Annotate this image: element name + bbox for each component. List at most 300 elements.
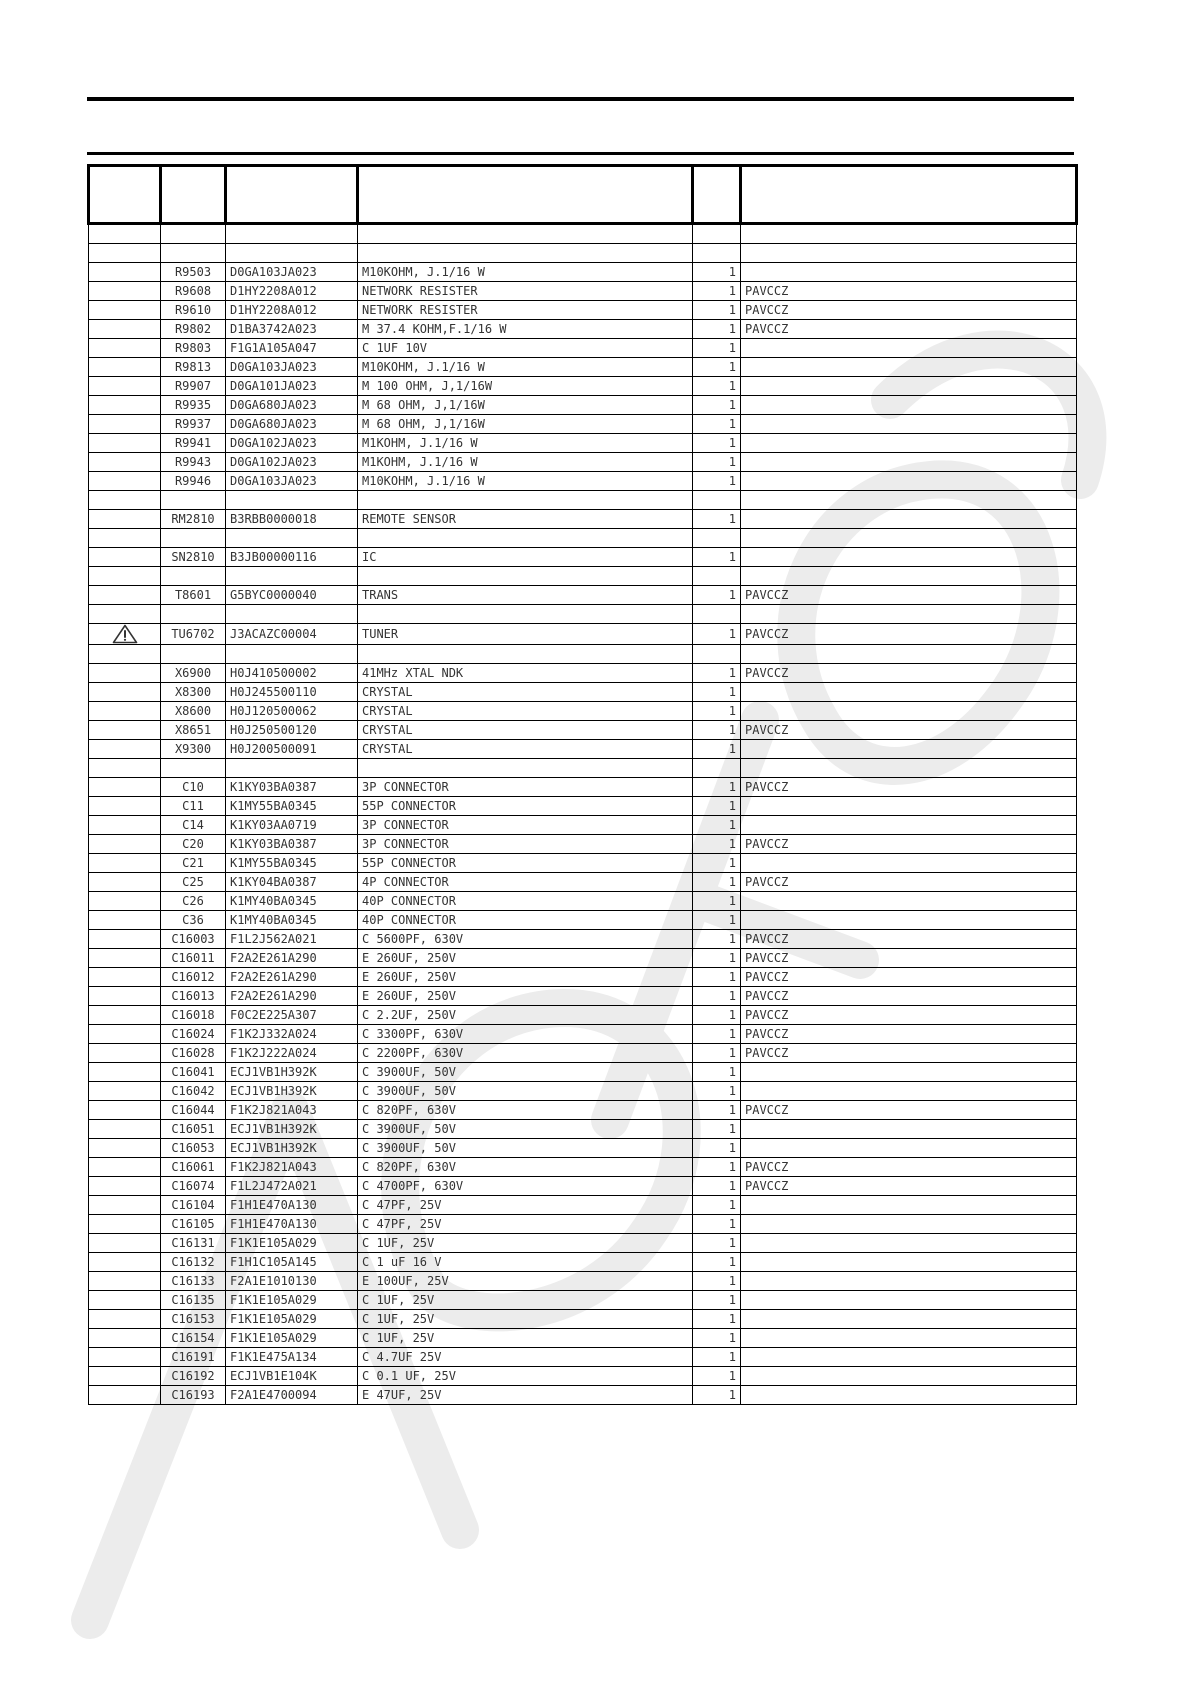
remarks-cell: PAVCCZ: [741, 778, 1077, 797]
table-row: [89, 301, 1077, 320]
ref-no-cell: X8600: [161, 702, 226, 721]
safety-mark-cell: [89, 740, 161, 759]
quantity-cell: 1: [693, 1291, 741, 1310]
remarks-cell: PAVCCZ: [741, 873, 1077, 892]
part-no-cell: F1K1E475A134: [226, 1348, 358, 1367]
quantity-cell: 1: [693, 740, 741, 759]
part-no-cell: D1HY2208A012: [226, 301, 358, 320]
description-cell: [358, 567, 693, 586]
remarks-cell: PAVCCZ: [741, 586, 1077, 605]
part-no-cell: D0GA680JA023: [226, 396, 358, 415]
quantity-cell: 1: [693, 892, 741, 911]
part-no-cell: [226, 244, 358, 263]
table-row: [89, 1291, 1077, 1310]
description-cell: 4P CONNECTOR: [358, 873, 693, 892]
table-row: [89, 244, 1077, 263]
description-cell: C 5600PF, 630V: [358, 930, 693, 949]
table-row: [89, 854, 1077, 873]
quantity-cell: [693, 567, 741, 586]
part-no-cell: F1K1E105A029: [226, 1234, 358, 1253]
quantity-cell: 1: [693, 1025, 741, 1044]
ref-no-cell: C16042: [161, 1082, 226, 1101]
description-cell: M 68 OHM, J,1/16W: [358, 415, 693, 434]
safety-mark-cell: [89, 721, 161, 740]
ref-no-cell: C16191: [161, 1348, 226, 1367]
quantity-cell: 1: [693, 358, 741, 377]
remarks-cell: [741, 892, 1077, 911]
quantity-cell: 1: [693, 1177, 741, 1196]
safety-mark-cell: [89, 911, 161, 930]
table-row: [89, 1177, 1077, 1196]
part-no-cell: [226, 491, 358, 510]
safety-mark-cell: [89, 1158, 161, 1177]
ref-no-cell: R9937: [161, 415, 226, 434]
table-row: [89, 1234, 1077, 1253]
part-no-cell: F2A2E261A290: [226, 949, 358, 968]
remarks-cell: PAVCCZ: [741, 1158, 1077, 1177]
ref-no-cell: R9946: [161, 472, 226, 491]
safety-mark-cell: [89, 797, 161, 816]
table-row: [89, 624, 1077, 645]
part-no-cell: F2A1E1010130: [226, 1272, 358, 1291]
part-no-cell: F0C2E225A307: [226, 1006, 358, 1025]
remarks-cell: PAVCCZ: [741, 1101, 1077, 1120]
part-no-cell: F1H1C105A145: [226, 1253, 358, 1272]
quantity-cell: 1: [693, 797, 741, 816]
description-cell: C 4700PF, 630V: [358, 1177, 693, 1196]
quantity-cell: [693, 645, 741, 664]
part-no-cell: H0J120500062: [226, 702, 358, 721]
description-cell: M10KOHM, J.1/16 W: [358, 472, 693, 491]
table-row: [89, 797, 1077, 816]
description-cell: C 3900UF, 50V: [358, 1120, 693, 1139]
ref-no-cell: C16192: [161, 1367, 226, 1386]
remarks-cell: PAVCCZ: [741, 301, 1077, 320]
quantity-cell: 1: [693, 664, 741, 683]
ref-no-cell: C11: [161, 797, 226, 816]
quantity-cell: 1: [693, 1158, 741, 1177]
ref-no-cell: C25: [161, 873, 226, 892]
table-row: [89, 263, 1077, 282]
remarks-cell: [741, 548, 1077, 567]
quantity-cell: 1: [693, 1215, 741, 1234]
table-row: [89, 1120, 1077, 1139]
table-row: [89, 1063, 1077, 1082]
table-row: [89, 1006, 1077, 1025]
quantity-cell: 1: [693, 510, 741, 529]
safety-mark-cell: [89, 396, 161, 415]
ref-no-cell: C20: [161, 835, 226, 854]
part-no-cell: K1KY03BA0387: [226, 835, 358, 854]
quantity-cell: 1: [693, 1063, 741, 1082]
table-row: [89, 721, 1077, 740]
table-row: [89, 339, 1077, 358]
safety-mark-cell: [89, 664, 161, 683]
safety-mark-cell: [89, 1177, 161, 1196]
description-cell: M 100 OHM, J,1/16W: [358, 377, 693, 396]
description-cell: 55P CONNECTOR: [358, 854, 693, 873]
quantity-cell: 1: [693, 987, 741, 1006]
safety-mark-cell: [89, 1025, 161, 1044]
quantity-cell: 1: [693, 702, 741, 721]
quantity-cell: 1: [693, 1101, 741, 1120]
description-cell: [358, 529, 693, 548]
description-cell: [358, 491, 693, 510]
ref-no-cell: C16044: [161, 1101, 226, 1120]
part-no-cell: H0J200500091: [226, 740, 358, 759]
safety-mark-cell: [89, 835, 161, 854]
remarks-cell: PAVCCZ: [741, 1177, 1077, 1196]
part-no-cell: D0GA103JA023: [226, 472, 358, 491]
table-row: [89, 1082, 1077, 1101]
part-no-cell: F1L2J562A021: [226, 930, 358, 949]
ref-no-cell: RM2810: [161, 510, 226, 529]
quantity-cell: 1: [693, 1329, 741, 1348]
description-cell: 3P CONNECTOR: [358, 816, 693, 835]
part-no-cell: K1MY40BA0345: [226, 892, 358, 911]
ref-no-cell: [161, 244, 226, 263]
description-cell: 55P CONNECTOR: [358, 797, 693, 816]
remarks-cell: [741, 683, 1077, 702]
description-cell: C 3900UF, 50V: [358, 1082, 693, 1101]
part-no-cell: ECJ1VB1H392K: [226, 1139, 358, 1158]
remarks-cell: [741, 740, 1077, 759]
table-row: [89, 1253, 1077, 1272]
ref-no-cell: C16041: [161, 1063, 226, 1082]
table-row: [89, 491, 1077, 510]
part-no-cell: F1K1E105A029: [226, 1291, 358, 1310]
quantity-cell: 1: [693, 1196, 741, 1215]
header-cell-remarks: [741, 166, 1077, 224]
table-row: [89, 987, 1077, 1006]
remarks-cell: PAVCCZ: [741, 624, 1077, 645]
safety-mark-cell: [89, 1272, 161, 1291]
remarks-cell: [741, 1272, 1077, 1291]
part-no-cell: F1K1E105A029: [226, 1310, 358, 1329]
description-cell: [358, 244, 693, 263]
remarks-cell: [741, 415, 1077, 434]
quantity-cell: 1: [693, 1367, 741, 1386]
part-no-cell: ECJ1VB1E104K: [226, 1367, 358, 1386]
description-cell: E 260UF, 250V: [358, 949, 693, 968]
remarks-cell: [741, 1139, 1077, 1158]
quantity-cell: 1: [693, 1272, 741, 1291]
ref-no-cell: [161, 491, 226, 510]
safety-mark-cell: [89, 320, 161, 339]
safety-mark-cell: [89, 778, 161, 797]
ref-no-cell: C16024: [161, 1025, 226, 1044]
table-row: [89, 396, 1077, 415]
safety-mark-cell: [89, 683, 161, 702]
quantity-cell: 1: [693, 339, 741, 358]
safety-mark-cell: [89, 510, 161, 529]
description-cell: NETWORK RESISTER: [358, 301, 693, 320]
part-no-cell: [226, 759, 358, 778]
ref-no-cell: C16104: [161, 1196, 226, 1215]
part-no-cell: K1KY04BA0387: [226, 873, 358, 892]
remarks-cell: PAVCCZ: [741, 835, 1077, 854]
ref-no-cell: C26: [161, 892, 226, 911]
table-row: [89, 1196, 1077, 1215]
remarks-cell: [741, 797, 1077, 816]
parts-table: [87, 164, 1078, 1405]
header-cell-part: [226, 166, 358, 224]
description-cell: M 37.4 KOHM,F.1/16 W: [358, 320, 693, 339]
remarks-cell: [741, 911, 1077, 930]
ref-no-cell: C14: [161, 816, 226, 835]
ref-no-cell: X8651: [161, 721, 226, 740]
ref-no-cell: SN2810: [161, 548, 226, 567]
safety-mark-cell: [89, 263, 161, 282]
quantity-cell: 1: [693, 282, 741, 301]
table-row: [89, 759, 1077, 778]
description-cell: E 100UF, 25V: [358, 1272, 693, 1291]
remarks-cell: [741, 1253, 1077, 1272]
remarks-cell: PAVCCZ: [741, 1044, 1077, 1063]
ref-no-cell: C16013: [161, 987, 226, 1006]
part-no-cell: F1G1A105A047: [226, 339, 358, 358]
ref-no-cell: R9943: [161, 453, 226, 472]
ref-no-cell: C16131: [161, 1234, 226, 1253]
part-no-cell: H0J250500120: [226, 721, 358, 740]
ref-no-cell: R9608: [161, 282, 226, 301]
table-row: [89, 645, 1077, 664]
part-no-cell: D0GA102JA023: [226, 434, 358, 453]
quantity-cell: [693, 244, 741, 263]
safety-mark-cell: [89, 1329, 161, 1348]
quantity-cell: 1: [693, 453, 741, 472]
table-row: [89, 567, 1077, 586]
description-cell: C 1UF 10V: [358, 339, 693, 358]
remarks-cell: [741, 854, 1077, 873]
quantity-cell: [693, 759, 741, 778]
description-cell: M1KOHM, J.1/16 W: [358, 434, 693, 453]
part-no-cell: D1HY2208A012: [226, 282, 358, 301]
table-row: [89, 1367, 1077, 1386]
table-row: [89, 778, 1077, 797]
safety-mark-cell: [89, 358, 161, 377]
quantity-cell: 1: [693, 396, 741, 415]
quantity-cell: 1: [693, 835, 741, 854]
quantity-cell: 1: [693, 301, 741, 320]
description-cell: C 2200PF, 630V: [358, 1044, 693, 1063]
part-no-cell: D0GA101JA023: [226, 377, 358, 396]
part-no-cell: ECJ1VB1H392K: [226, 1120, 358, 1139]
safety-mark-cell: [89, 968, 161, 987]
safety-mark-cell: [89, 854, 161, 873]
part-no-cell: D0GA680JA023: [226, 415, 358, 434]
ref-no-cell: R9941: [161, 434, 226, 453]
description-cell: E 47UF, 25V: [358, 1386, 693, 1405]
quantity-cell: 1: [693, 1120, 741, 1139]
part-no-cell: F2A1E4700094: [226, 1386, 358, 1405]
remarks-cell: [741, 605, 1077, 624]
remarks-cell: [741, 244, 1077, 263]
table-row: [89, 930, 1077, 949]
quantity-cell: 1: [693, 1386, 741, 1405]
safety-mark-cell: [89, 1386, 161, 1405]
warning-icon: [112, 624, 138, 644]
part-no-cell: B3RBB0000018: [226, 510, 358, 529]
part-no-cell: F1K2J821A043: [226, 1158, 358, 1177]
header-cell-qty: [693, 166, 741, 224]
description-cell: NETWORK RESISTER: [358, 282, 693, 301]
description-cell: C 3300PF, 630V: [358, 1025, 693, 1044]
description-cell: C 1UF, 25V: [358, 1329, 693, 1348]
description-cell: M10KOHM, J.1/16 W: [358, 358, 693, 377]
remarks-cell: PAVCCZ: [741, 721, 1077, 740]
table-row: [89, 472, 1077, 491]
ref-no-cell: C16051: [161, 1120, 226, 1139]
part-no-cell: [226, 605, 358, 624]
description-cell: CRYSTAL: [358, 683, 693, 702]
quantity-cell: 1: [693, 320, 741, 339]
ref-no-cell: R9813: [161, 358, 226, 377]
safety-mark-cell: [89, 224, 161, 244]
quantity-cell: 1: [693, 930, 741, 949]
description-cell: TRANS: [358, 586, 693, 605]
safety-mark-cell: [89, 453, 161, 472]
description-cell: M1KOHM, J.1/16 W: [358, 453, 693, 472]
quantity-cell: 1: [693, 415, 741, 434]
remarks-cell: PAVCCZ: [741, 1006, 1077, 1025]
ref-no-cell: R9802: [161, 320, 226, 339]
safety-mark-cell: [89, 1291, 161, 1310]
remarks-cell: [741, 377, 1077, 396]
safety-mark-cell: [89, 624, 161, 645]
description-cell: E 260UF, 250V: [358, 968, 693, 987]
ref-no-cell: [161, 759, 226, 778]
remarks-cell: PAVCCZ: [741, 1025, 1077, 1044]
remarks-cell: [741, 1063, 1077, 1082]
ref-no-cell: C16028: [161, 1044, 226, 1063]
quantity-cell: 1: [693, 911, 741, 930]
remarks-cell: [741, 358, 1077, 377]
description-cell: C 2.2UF, 250V: [358, 1006, 693, 1025]
safety-mark-cell: [89, 377, 161, 396]
quantity-cell: 1: [693, 968, 741, 987]
ref-no-cell: R9935: [161, 396, 226, 415]
table-row: [89, 664, 1077, 683]
table-row: [89, 453, 1077, 472]
description-cell: C 820PF, 630V: [358, 1158, 693, 1177]
remarks-cell: [741, 816, 1077, 835]
quantity-cell: [693, 224, 741, 244]
remarks-cell: [741, 224, 1077, 244]
safety-mark-cell: [89, 1101, 161, 1120]
table-row: [89, 320, 1077, 339]
part-no-cell: F1H1E470A130: [226, 1215, 358, 1234]
table-row: [89, 1348, 1077, 1367]
table-row: [89, 529, 1077, 548]
safety-mark-cell: [89, 1310, 161, 1329]
table-row: [89, 1215, 1077, 1234]
description-cell: C 3900UF, 50V: [358, 1063, 693, 1082]
quantity-cell: 1: [693, 1082, 741, 1101]
top-rule: [87, 97, 1074, 101]
quantity-cell: 1: [693, 434, 741, 453]
table-row: [89, 586, 1077, 605]
description-cell: 40P CONNECTOR: [358, 911, 693, 930]
table-row: [89, 434, 1077, 453]
description-cell: C 47PF, 25V: [358, 1215, 693, 1234]
remarks-cell: [741, 263, 1077, 282]
ref-no-cell: C16132: [161, 1253, 226, 1272]
safety-mark-cell: [89, 1196, 161, 1215]
ref-no-cell: C16011: [161, 949, 226, 968]
table-row: [89, 510, 1077, 529]
safety-mark-cell: [89, 930, 161, 949]
safety-mark-cell: [89, 529, 161, 548]
quantity-cell: 1: [693, 263, 741, 282]
remarks-cell: [741, 529, 1077, 548]
table-row: [89, 282, 1077, 301]
ref-no-cell: [161, 645, 226, 664]
table-row: [89, 1139, 1077, 1158]
safety-mark-cell: [89, 1234, 161, 1253]
remarks-cell: [741, 1234, 1077, 1253]
remarks-cell: [741, 1196, 1077, 1215]
part-no-cell: K1KY03AA0719: [226, 816, 358, 835]
ref-no-cell: R9503: [161, 263, 226, 282]
safety-mark-cell: [89, 702, 161, 721]
safety-mark-cell: [89, 987, 161, 1006]
quantity-cell: 1: [693, 1139, 741, 1158]
quantity-cell: 1: [693, 1044, 741, 1063]
safety-mark-cell: [89, 415, 161, 434]
table-row: [89, 548, 1077, 567]
header-cell-ref: [161, 166, 226, 224]
remarks-cell: [741, 759, 1077, 778]
safety-mark-cell: [89, 548, 161, 567]
remarks-cell: [741, 434, 1077, 453]
description-cell: CRYSTAL: [358, 702, 693, 721]
ref-no-cell: R9907: [161, 377, 226, 396]
quantity-cell: [693, 529, 741, 548]
ref-no-cell: C21: [161, 854, 226, 873]
part-no-cell: K1MY40BA0345: [226, 911, 358, 930]
ref-no-cell: C16061: [161, 1158, 226, 1177]
description-cell: TUNER: [358, 624, 693, 645]
remarks-cell: PAVCCZ: [741, 320, 1077, 339]
remarks-cell: [741, 645, 1077, 664]
ref-no-cell: C16018: [161, 1006, 226, 1025]
remarks-cell: [741, 396, 1077, 415]
description-cell: [358, 224, 693, 244]
quantity-cell: 1: [693, 778, 741, 797]
description-cell: 3P CONNECTOR: [358, 835, 693, 854]
table-row: [89, 1025, 1077, 1044]
part-no-cell: K1MY55BA0345: [226, 797, 358, 816]
part-no-cell: D0GA102JA023: [226, 453, 358, 472]
part-no-cell: [226, 645, 358, 664]
header-cell-mark: [89, 166, 161, 224]
safety-mark-cell: [89, 873, 161, 892]
remarks-cell: [741, 1329, 1077, 1348]
description-cell: CRYSTAL: [358, 740, 693, 759]
part-no-cell: F1K2J821A043: [226, 1101, 358, 1120]
ref-no-cell: X9300: [161, 740, 226, 759]
remarks-cell: [741, 491, 1077, 510]
remarks-cell: [741, 1291, 1077, 1310]
table-row: [89, 224, 1077, 244]
part-no-cell: H0J410500002: [226, 664, 358, 683]
remarks-cell: [741, 1367, 1077, 1386]
table-row: [89, 873, 1077, 892]
part-no-cell: H0J245500110: [226, 683, 358, 702]
part-no-cell: [226, 529, 358, 548]
quantity-cell: 1: [693, 377, 741, 396]
